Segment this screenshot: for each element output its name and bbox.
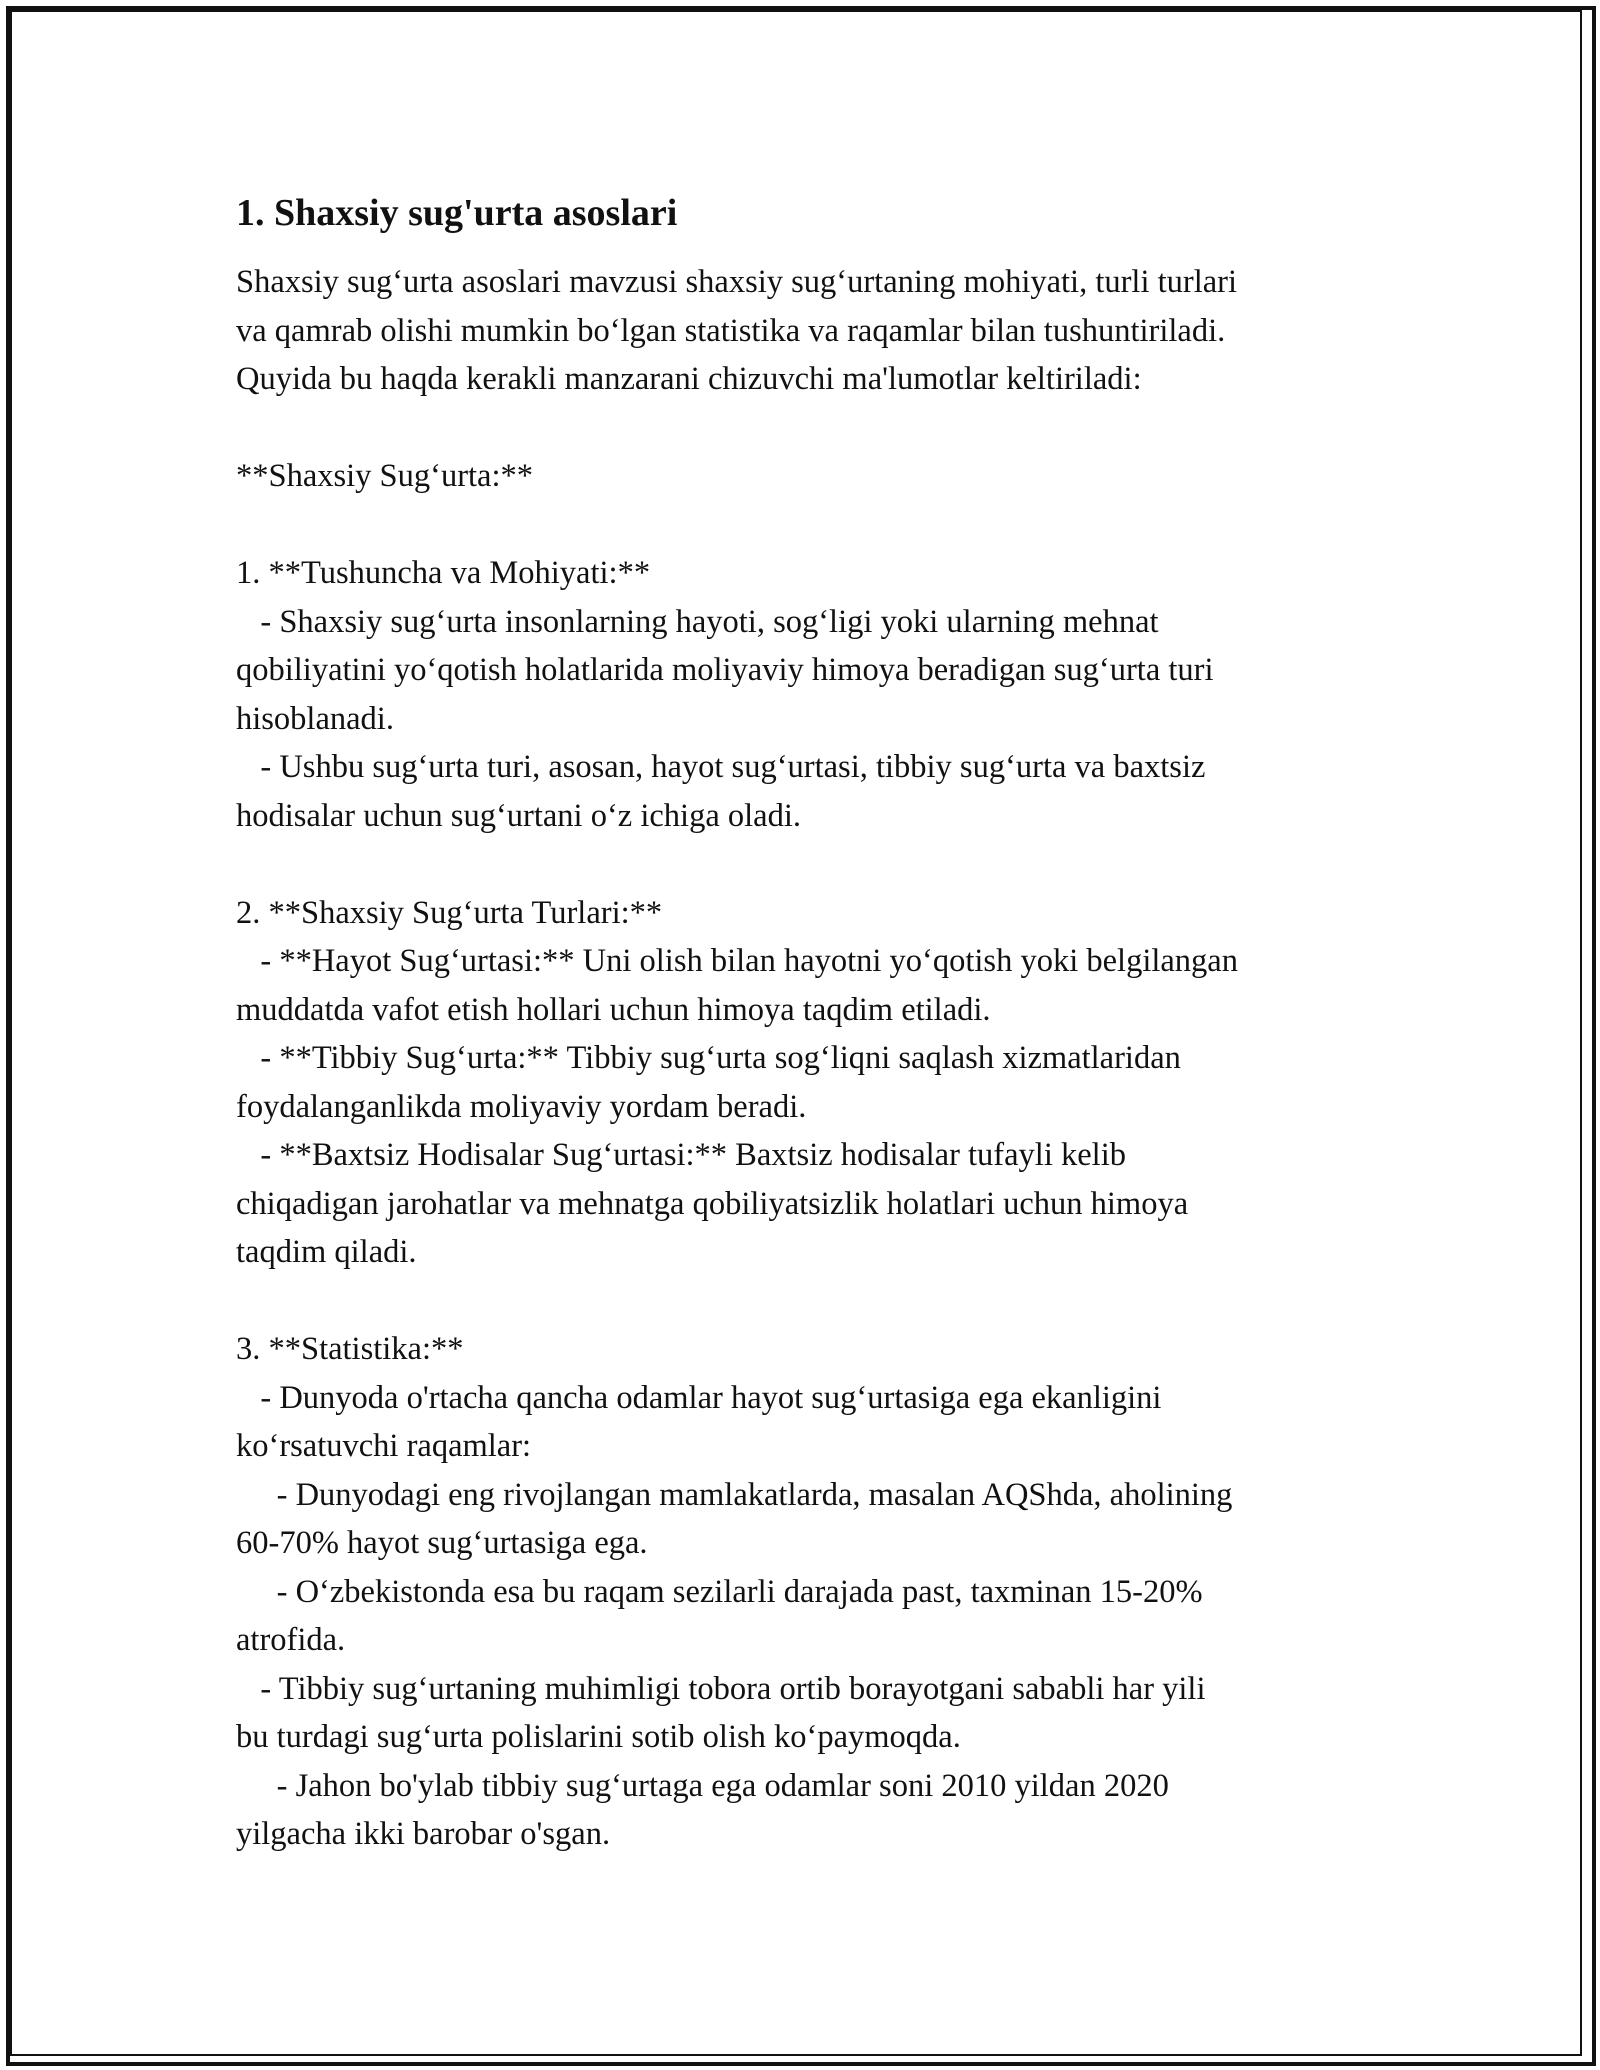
text-line: - Dunyodagi eng rivojlangan mamlakatlarda, masalan AQShda, aholining: [236, 1476, 1233, 1513]
text-line: Shaxsiy sug‘urta asoslari mavzusi shaxsiy sug‘urtaning mohiyati, turli turlari: [236, 264, 1238, 300]
text-line: Quyida bu haqda kerakli manzarani chizuvchi ma'lumotlar keltiriladi:: [236, 361, 1142, 397]
text-line: - **Hayot Sug‘urtasi:** Uni olish bilan hayotni yo‘qotish yoki belgilangan: [236, 943, 1238, 979]
document-text: [236, 258, 1386, 1859]
document-title: 1. Shaxsiy sug'urta asoslari: [236, 192, 678, 234]
text-line: - **Baxtsiz Hodisalar Sug‘urtasi:** Baxtsiz hodisalar tufayli kelib: [236, 1137, 1126, 1173]
text-line: - Tibbiy sug‘urtaning muhimligi tobora ortib borayotgani sababli har yili: [236, 1670, 1206, 1707]
text-line: [236, 501, 1386, 550]
text-line: ko‘rsatuvchi raqamlar:: [236, 1428, 532, 1464]
document-body: [236, 188, 1386, 1859]
text-line: chiqadigan jarohatlar va mehnatga qobiliyatsizlik holatlari uchun himoya: [236, 1185, 1189, 1222]
text-line: 2. **Shaxsiy Sug‘urta Turlari:**: [236, 894, 663, 931]
text-line: hisoblanadi.: [236, 700, 394, 737]
text-line: [236, 404, 1386, 453]
text-line: 3. **Statistika:**: [236, 1331, 464, 1367]
text-line: - Shaxsiy sug‘urta insonlarning hayoti, sog‘ligi yoki ularning mehnat: [236, 603, 1159, 640]
text-line: foydalanganlikda moliyaviy yordam beradi.: [236, 1088, 807, 1125]
text-line: hodisalar uchun sug‘urtani o‘z ichiga oladi.: [236, 797, 801, 834]
text-line: qobiliyatini yo‘qotish holatlarida moliyaviy himoya beradigan sug‘urta turi: [236, 652, 1214, 688]
text-line: **Shaxsiy Sug‘urta:**: [236, 458, 534, 494]
text-line: atrofida.: [236, 1622, 346, 1658]
text-line: - Dunyoda o'rtacha qancha odamlar hayot sug‘urtasiga ega ekanligini: [236, 1379, 1162, 1416]
text-line: taqdim qiladi.: [236, 1234, 417, 1270]
text-line: - Ushbu sug‘urta turi, asosan, hayot sug‘urtasi, tibbiy sug‘urta va baxtsiz: [236, 749, 1206, 785]
text-line: bu turdagi sug‘urta polislarini sotib olish ko‘paymoqda.: [236, 1719, 961, 1755]
text-line: - Jahon bo'ylab tibbiy sug‘urtaga ega odamlar soni 2010 yildan 2020: [236, 1767, 1169, 1804]
text-line: va qamrab olishi mumkin bo‘lgan statistika va raqamlar bilan tushuntiriladi.: [236, 312, 1226, 349]
text-line: 60-70% hayot sug‘urtasiga ega.: [236, 1525, 648, 1561]
text-line: yilgacha ikki barobar o'sgan.: [236, 1816, 611, 1852]
text-line: muddatda vafot etish hollari uchun himoya taqdim etiladi.: [236, 991, 991, 1028]
text-line: 1. **Tushuncha va Mohiyati:**: [236, 555, 651, 591]
text-line: - O‘zbekistonda esa bu raqam sezilarli darajada past, taxminan 15-20%: [236, 1573, 1203, 1610]
text-line: - **Tibbiy Sug‘urta:** Tibbiy sug‘urta sog‘liqni saqlash xizmatlaridan: [236, 1040, 1181, 1076]
text-line: [236, 1277, 1386, 1326]
text-line: [236, 840, 1386, 889]
